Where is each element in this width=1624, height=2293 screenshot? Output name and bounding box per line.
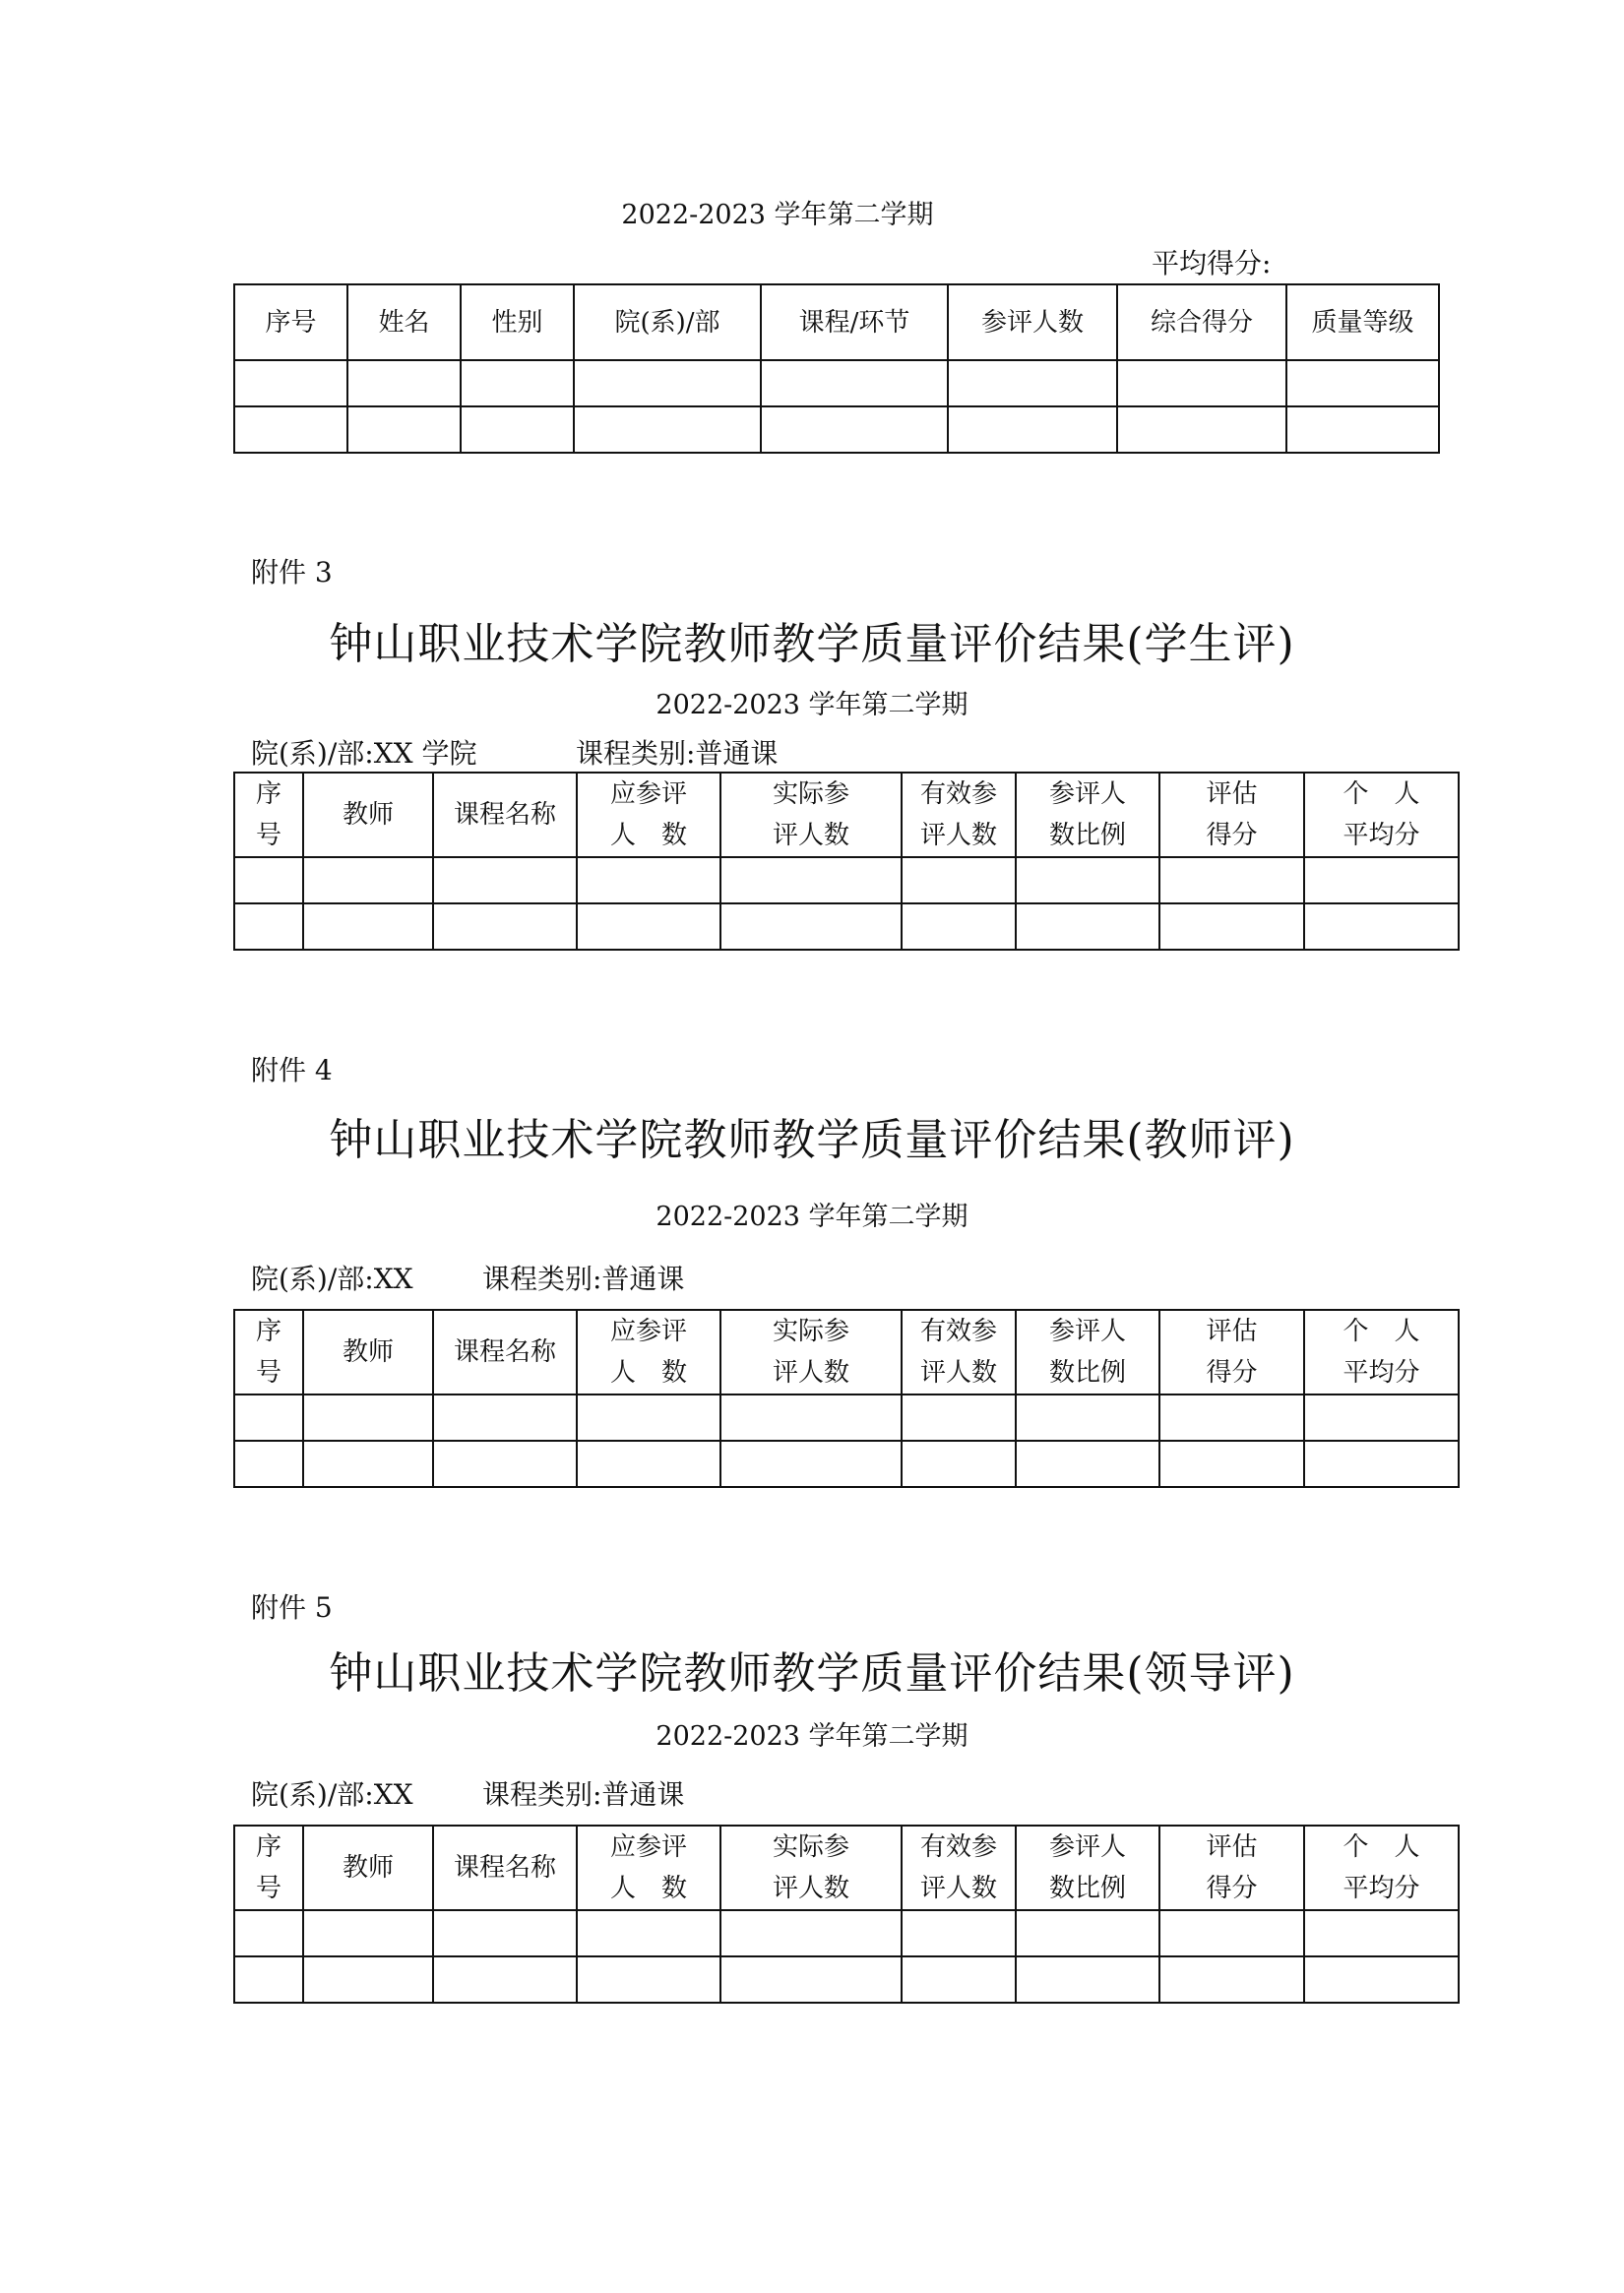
header-cell: 课程名称 <box>433 1310 577 1394</box>
header-cell: 评估 得分 <box>1159 773 1304 857</box>
course-type-label: 课程类别:普通课 <box>576 737 779 770</box>
header-cell: 院(系)/部 <box>574 284 761 360</box>
header-cell: 有效参 评人数 <box>902 773 1016 857</box>
header-cell: 参评人 数比例 <box>1016 1826 1159 1910</box>
header-cell: 应参评 人 数 <box>577 1826 720 1910</box>
header-cell: 教师 <box>303 773 433 857</box>
table-row <box>234 360 1439 406</box>
header-cell: 应参评 人 数 <box>577 773 720 857</box>
header-cell: 序 号 <box>234 773 303 857</box>
table-row <box>234 903 1459 950</box>
table-row <box>234 1394 1459 1441</box>
table-row <box>234 857 1459 903</box>
table-row <box>234 406 1439 453</box>
dept-label: 院(系)/部:XX 学院 <box>251 737 477 770</box>
header-cell: 综合得分 <box>1117 284 1286 360</box>
top-semester: 2022-2023 学年第二学期 <box>621 200 934 230</box>
summary-table <box>233 283 1440 454</box>
header-cell: 教师 <box>303 1826 433 1910</box>
header-cell: 个 人 平均分 <box>1304 1310 1459 1394</box>
dept-label: 院(系)/部:XX <box>251 1778 413 1811</box>
course-type-label: 课程类别:普通课 <box>482 1778 685 1811</box>
header-cell: 性别 <box>461 284 574 360</box>
table-row <box>234 1910 1459 1956</box>
header-cell: 序 号 <box>234 1826 303 1910</box>
attachment-label: 附件 5 <box>251 1591 333 1624</box>
eval-header-row <box>234 1826 1459 1910</box>
header-cell: 质量等级 <box>1286 284 1439 360</box>
course-type-label: 课程类别:普通课 <box>482 1263 685 1295</box>
header-cell: 参评人 数比例 <box>1016 1310 1159 1394</box>
semester: 2022-2023 学年第二学期 <box>656 690 968 720</box>
eval-table-teacher <box>233 1309 1460 1488</box>
header-cell: 实际参 评人数 <box>720 773 902 857</box>
header-cell: 实际参 评人数 <box>720 1310 902 1394</box>
header-cell: 序号 <box>234 284 347 360</box>
header-cell: 参评人数 <box>948 284 1117 360</box>
table-row <box>234 1441 1459 1487</box>
header-cell: 课程/环节 <box>761 284 948 360</box>
page-title: 钟山职业技术学院教师教学质量评价结果(领导评) <box>329 1648 1295 1699</box>
header-cell: 个 人 平均分 <box>1304 1826 1459 1910</box>
header-cell: 课程名称 <box>433 773 577 857</box>
header-cell: 评估 得分 <box>1159 1310 1304 1394</box>
header-cell: 有效参 评人数 <box>902 1310 1016 1394</box>
table-row <box>234 1956 1459 2003</box>
average-score-label: 平均得分: <box>1152 247 1272 279</box>
page-title: 钟山职业技术学院教师教学质量评价结果(学生评) <box>329 619 1295 669</box>
header-cell: 有效参 评人数 <box>902 1826 1016 1910</box>
eval-header-row <box>234 773 1459 857</box>
dept-label: 院(系)/部:XX <box>251 1263 413 1295</box>
eval-table-student <box>233 772 1460 951</box>
header-cell: 课程名称 <box>433 1826 577 1910</box>
page-title: 钟山职业技术学院教师教学质量评价结果(教师评) <box>329 1115 1295 1165</box>
header-cell: 评估 得分 <box>1159 1826 1304 1910</box>
summary-header-row <box>234 284 1439 360</box>
semester: 2022-2023 学年第二学期 <box>656 1721 968 1752</box>
header-cell: 实际参 评人数 <box>720 1826 902 1910</box>
header-cell: 姓名 <box>347 284 461 360</box>
header-cell: 应参评 人 数 <box>577 1310 720 1394</box>
header-cell: 个 人 平均分 <box>1304 773 1459 857</box>
eval-header-row <box>234 1310 1459 1394</box>
eval-table-leader <box>233 1825 1460 2004</box>
header-cell: 参评人 数比例 <box>1016 773 1159 857</box>
header-cell: 序 号 <box>234 1310 303 1394</box>
header-cell: 教师 <box>303 1310 433 1394</box>
attachment-label: 附件 4 <box>251 1054 333 1086</box>
attachment-label: 附件 3 <box>251 556 333 589</box>
semester: 2022-2023 学年第二学期 <box>656 1202 968 1232</box>
